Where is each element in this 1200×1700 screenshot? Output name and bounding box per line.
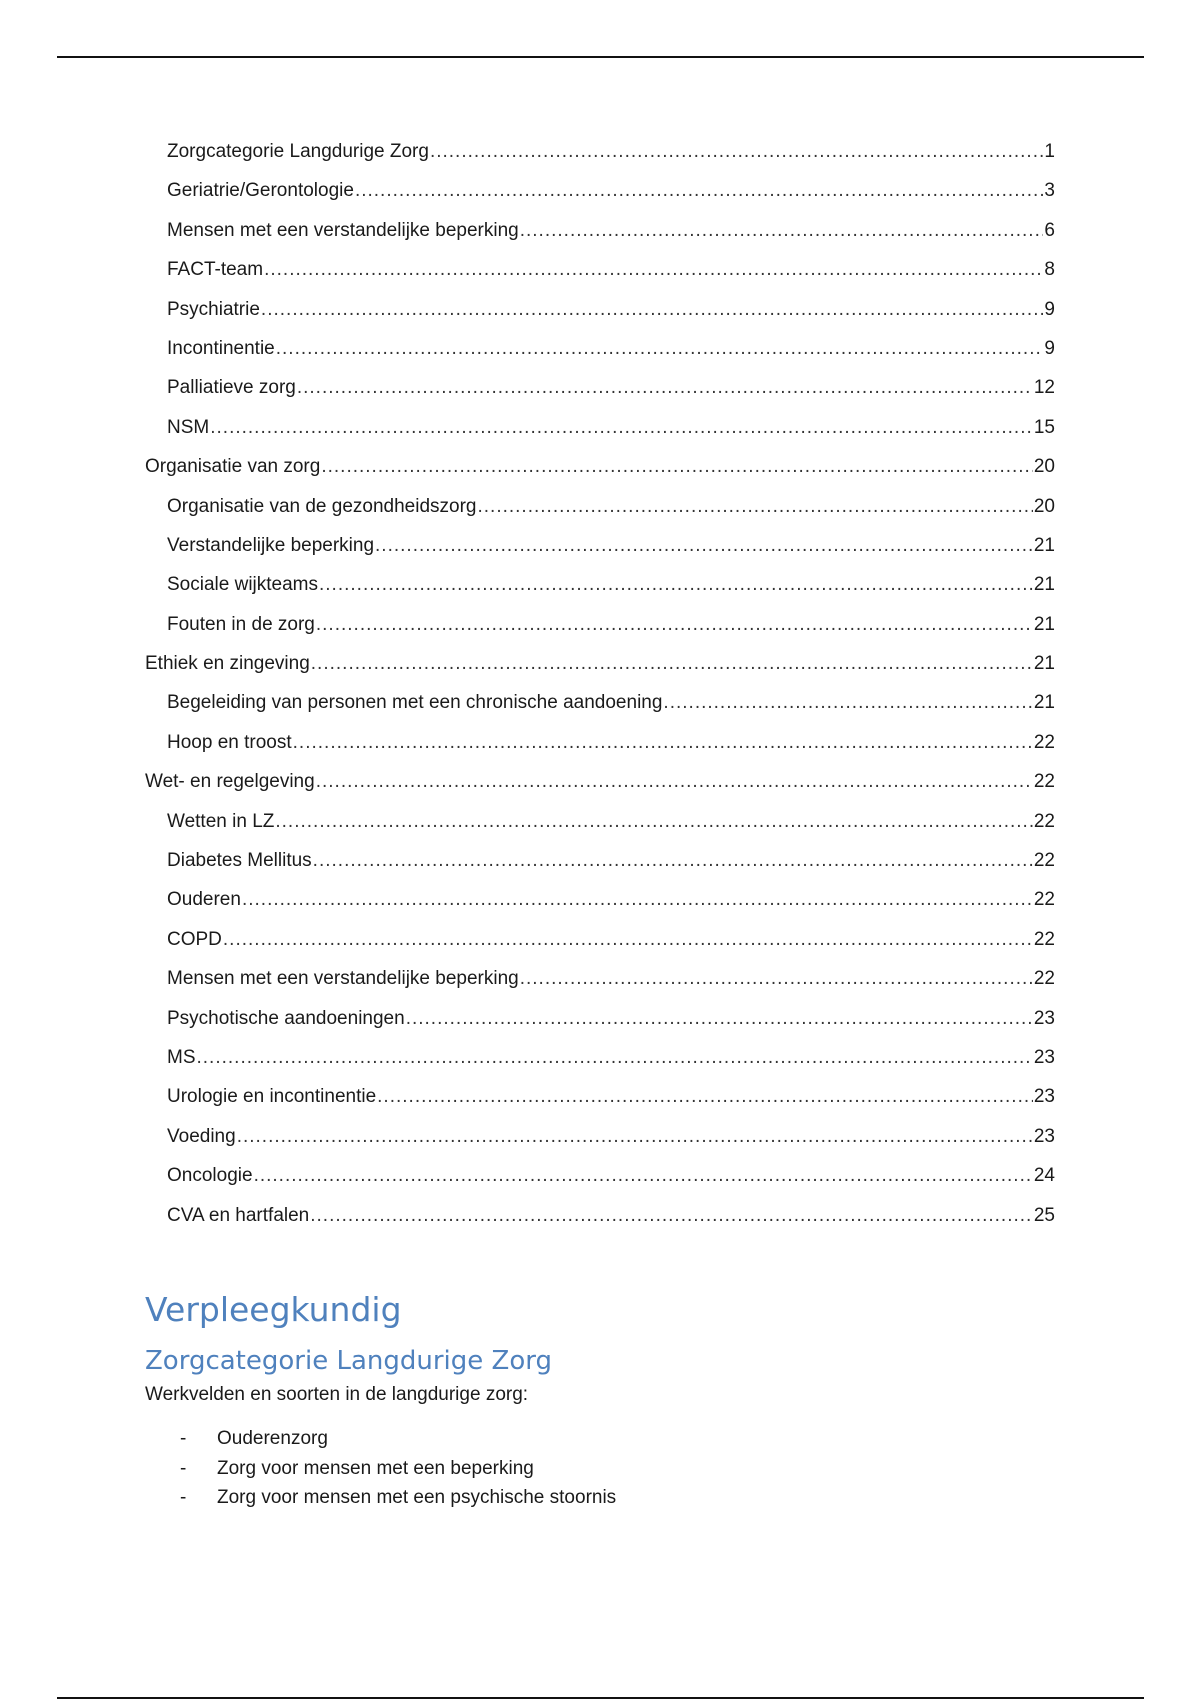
- toc-entry[interactable]: [145, 1165, 1055, 1204]
- bullet-marker: -: [180, 1487, 187, 1508]
- toc-entry[interactable]: [145, 889, 1055, 928]
- toc-dot-leader: [297, 377, 1033, 399]
- toc-entry-page: 9: [1044, 337, 1055, 359]
- toc-entry[interactable]: [145, 574, 1055, 613]
- toc-dot-leader: [197, 1047, 1033, 1069]
- toc-entry-title: Ethiek en zingeving: [145, 653, 310, 675]
- toc-entry-title: Ouderen: [167, 889, 241, 911]
- toc-entry-page: 22: [1033, 968, 1055, 990]
- toc-dot-leader: [355, 180, 1043, 202]
- toc-dot-leader: [310, 1205, 1033, 1227]
- toc-dot-leader: [311, 653, 1033, 675]
- toc-entry[interactable]: [145, 417, 1055, 456]
- list-item-text: Zorg voor mensen met een beperking: [217, 1457, 534, 1479]
- toc-entry[interactable]: [145, 771, 1055, 810]
- toc-entry[interactable]: [145, 259, 1055, 298]
- toc-entry-title: Oncologie: [167, 1165, 253, 1187]
- toc-entry-title: Wet- en regelgeving: [145, 771, 315, 793]
- toc-entry-title: FACT-team: [167, 259, 264, 281]
- toc-dot-leader: [663, 692, 1032, 714]
- toc-entry-title: Organisatie van zorg: [145, 456, 321, 478]
- toc-entry-page: 9: [1044, 298, 1055, 320]
- toc-dot-leader: [293, 732, 1033, 754]
- toc-entry-title: Fouten in de zorg: [167, 613, 315, 635]
- toc-entry[interactable]: [145, 1205, 1055, 1244]
- toc-entry[interactable]: [145, 377, 1055, 416]
- toc-entry-page: 22: [1033, 928, 1055, 950]
- toc-entry-title: Hoop en troost: [167, 731, 292, 753]
- toc-entry[interactable]: [145, 1126, 1055, 1165]
- toc-entry-title: CVA en hartfalen: [167, 1204, 310, 1226]
- toc-entry-page: 12: [1033, 377, 1055, 399]
- toc-entry[interactable]: [145, 614, 1055, 653]
- toc-dot-leader: [210, 417, 1033, 439]
- toc-entry-title: Palliatieve zorg: [167, 377, 296, 399]
- toc-entry-title: Mensen met een verstandelijke beperking: [167, 968, 519, 990]
- toc-entry-page: 15: [1033, 416, 1055, 438]
- heading-zorgcategorie: Zorgcategorie Langdurige Zorg: [145, 1346, 552, 1376]
- toc-entry-page: 23: [1033, 1086, 1055, 1108]
- toc-entry[interactable]: [145, 496, 1055, 535]
- toc-dot-leader: [520, 220, 1044, 242]
- list-item: [180, 1487, 616, 1517]
- toc-entry-page: 6: [1044, 219, 1055, 241]
- toc-dot-leader: [254, 1165, 1033, 1187]
- toc-dot-leader: [375, 535, 1033, 557]
- toc-entry-page: 21: [1033, 613, 1055, 635]
- toc-entry-page: 23: [1033, 1046, 1055, 1068]
- toc-dot-leader: [264, 259, 1043, 281]
- toc-dot-leader: [406, 1008, 1033, 1030]
- toc-dot-leader: [321, 456, 1033, 478]
- toc-dot-leader: [275, 811, 1032, 833]
- bullet-marker: -: [180, 1457, 187, 1479]
- toc-entry-title: Begeleiding van personen met een chronische aandoening: [167, 692, 663, 714]
- toc-entry-title: NSM: [167, 416, 210, 438]
- toc-entry-title: Voeding: [167, 1125, 236, 1147]
- toc-dot-leader: [316, 771, 1033, 793]
- toc-dot-leader: [319, 574, 1033, 596]
- toc-dot-leader: [313, 850, 1033, 872]
- toc-dot-leader: [520, 968, 1033, 990]
- toc-entry-page: 20: [1033, 456, 1055, 478]
- toc-dot-leader: [242, 889, 1033, 911]
- toc-entry[interactable]: [145, 811, 1055, 850]
- toc-entry[interactable]: [145, 732, 1055, 771]
- list-item: [180, 1428, 616, 1458]
- toc-entry[interactable]: [145, 1086, 1055, 1125]
- toc-entry[interactable]: [145, 692, 1055, 731]
- toc-entry[interactable]: [145, 850, 1055, 889]
- toc-dot-leader: [377, 1086, 1033, 1108]
- toc-entry-page: 23: [1033, 1125, 1055, 1147]
- toc-entry[interactable]: [145, 180, 1055, 219]
- footer-rule: [57, 1697, 1144, 1699]
- toc-entry-title: Incontinentie: [167, 337, 275, 359]
- toc-entry[interactable]: [145, 653, 1055, 692]
- table-of-contents: [145, 141, 1055, 1244]
- toc-entry-page: 3: [1044, 180, 1055, 202]
- toc-entry-page: 24: [1033, 1165, 1055, 1187]
- toc-entry-title: Geriatrie/Gerontologie: [167, 180, 354, 202]
- toc-entry-title: Psychotische aandoeningen: [167, 1007, 405, 1029]
- list-item-text: Ouderenzorg: [217, 1428, 328, 1449]
- toc-entry-page: 22: [1033, 850, 1055, 872]
- bullet-marker: -: [180, 1428, 187, 1449]
- toc-dot-leader: [316, 614, 1033, 636]
- toc-entry-page: 22: [1033, 771, 1055, 793]
- toc-entry[interactable]: [145, 338, 1055, 377]
- toc-dot-leader: [237, 1126, 1033, 1148]
- toc-entry-title: Psychiatrie: [167, 298, 260, 320]
- toc-entry-title: Zorgcategorie Langdurige Zorg: [167, 141, 429, 162]
- toc-entry-page: 21: [1033, 574, 1055, 596]
- toc-entry[interactable]: [145, 1008, 1055, 1047]
- toc-entry-title: Mensen met een verstandelijke beperking: [167, 219, 519, 241]
- toc-entry[interactable]: [145, 968, 1055, 1007]
- heading-verpleegkundig: Verpleegkundig: [145, 1290, 402, 1329]
- toc-entry[interactable]: [145, 220, 1055, 259]
- toc-dot-leader: [223, 929, 1033, 951]
- toc-entry-page: 22: [1033, 810, 1055, 832]
- list-item-text: Zorg voor mensen met een psychische stoornis: [217, 1487, 617, 1508]
- toc-entry-page: 20: [1033, 495, 1055, 517]
- toc-dot-leader: [477, 496, 1032, 518]
- toc-entry-page: 8: [1044, 259, 1055, 281]
- toc-entry-page: 1: [1044, 141, 1055, 162]
- toc-entry-title: Urologie en incontinentie: [167, 1086, 377, 1108]
- toc-entry-title: Organisatie van de gezondheidszorg: [167, 495, 477, 517]
- toc-entry-page: 25: [1033, 1204, 1055, 1226]
- toc-entry-page: 21: [1033, 653, 1055, 675]
- intro-paragraph: Werkvelden en soorten in de langdurige zorg:: [145, 1384, 529, 1405]
- toc-entry-title: Diabetes Mellitus: [167, 850, 312, 872]
- toc-entry-page: 21: [1033, 692, 1055, 714]
- bullet-list: [180, 1428, 616, 1517]
- toc-entry-page: 21: [1033, 534, 1055, 556]
- toc-entry[interactable]: [145, 456, 1055, 495]
- toc-dot-leader: [261, 299, 1044, 321]
- toc-entry[interactable]: [145, 929, 1055, 968]
- toc-entry-title: Sociale wijkteams: [167, 574, 318, 596]
- list-item: [180, 1458, 616, 1488]
- toc-entry-title: COPD: [167, 928, 222, 950]
- toc-entry[interactable]: [145, 1047, 1055, 1086]
- toc-entry[interactable]: [145, 141, 1055, 180]
- toc-entry-page: 22: [1033, 731, 1055, 753]
- toc-entry-page: 22: [1033, 889, 1055, 911]
- toc-entry-title: Wetten in LZ: [167, 810, 275, 832]
- toc-entry[interactable]: [145, 299, 1055, 338]
- toc-dot-leader: [430, 141, 1043, 163]
- header-rule: [57, 56, 1144, 58]
- toc-entry[interactable]: [145, 535, 1055, 574]
- toc-entry-title: Verstandelijke beperking: [167, 534, 375, 556]
- toc-entry-title: MS: [167, 1046, 196, 1068]
- toc-dot-leader: [276, 338, 1044, 360]
- toc-entry-page: 23: [1033, 1007, 1055, 1029]
